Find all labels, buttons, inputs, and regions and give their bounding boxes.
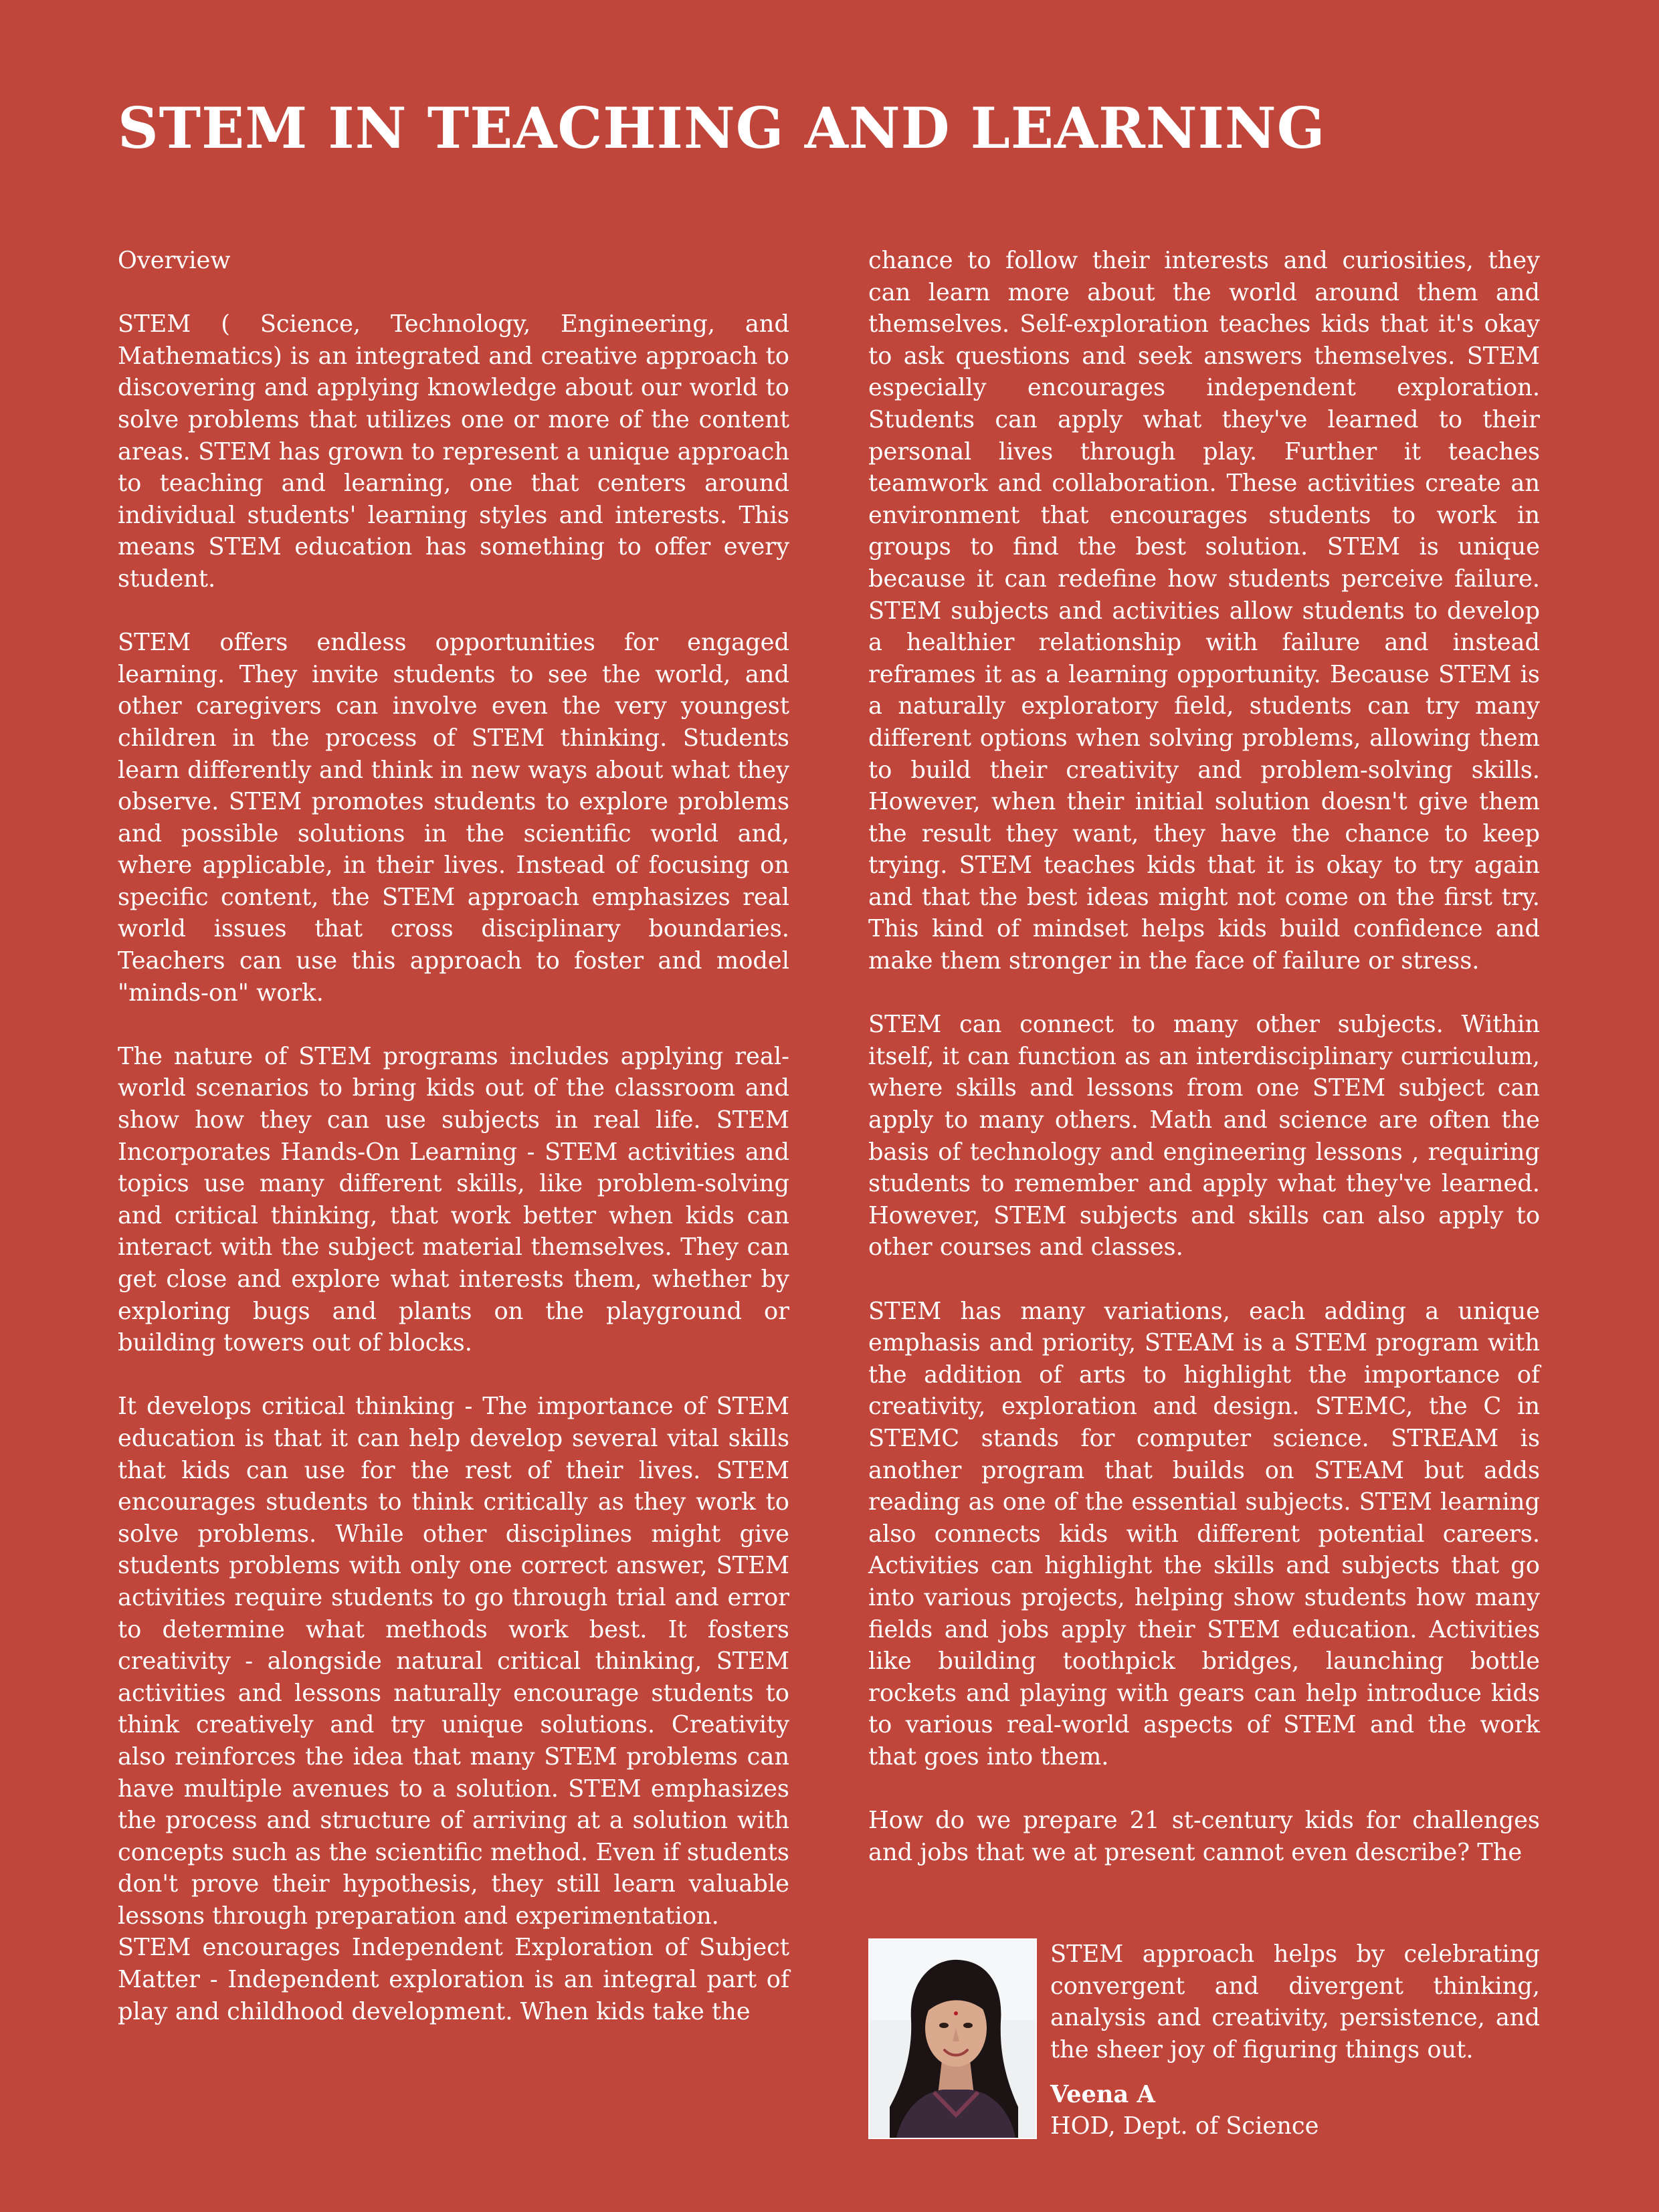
paragraph: STEM offers endless opportunities for engaged learning. They invite students to see the world, and other caregivers can involve even the very youngest children in the process of STEM thinking. Students learn differently and think in new ways about what they observe. STEM promotes students to explore problems and possible solutions in the scientific world and, where applicable, in their lives. Instead of focusing on specific content, the STEM approach emphasizes real world issues that cross disciplinary boundaries. Teachers can use this approach to foster and model "minds-on" work. [118,629,789,1007]
page-title: STEM IN TEACHING AND LEARNING [118,95,1326,161]
paragraph: It develops critical thinking - The importance of STEM education is that it can help develop several vital skills that kids can use for the rest of their lives. STEM encourages students to think critically as they work to solve problems. While other disciplines might give students problems with only one correct answer, STEM activities require students to go through trial and error to determine what methods work best. It fosters creativity - alongside natural critical thinking, STEM activities and lessons naturally encourage students to think creatively and try unique solutions. Creativity also reinforces the idea that many STEM problems can have multiple avenues to a solution. STEM emphasizes the process and structure of arriving at a solution with concepts such as the scientific method. Even if students don't prove their hypothesis, they still learn valuable lessons through preparation and experimentation. [118,1393,789,1930]
paragraph: chance to follow their interests and curiosities, they can learn more about the world around them and themselves. Self-exploration teaches kids that it's okay to ask questions and seek answers themselves. STEM especially encourages independent exploration. Students can apply what they've learned to their personal lives through play. Further it teaches teamwork and collaboration. These activities create an environment that encourages students to work in groups to find the best solution. STEM is unique because it can redefine how students perceive failure. STEM subjects and activities allow students to develop a healthier relationship with failure and instead reframes it as a learning opportunity. Because STEM is a naturally exploratory field, students can try many different options when solving problems, allowing them to build their creativity and problem-solving skills. However, when their initial solution doesn't give them the result they want, they have the chance to keep trying. STEM teaches kids that it is okay to try again and that the best ideas might not come on the first try. This kind of mindset helps kids build confidence and make them stronger in the face of failure or stress. [868,247,1540,975]
overview-heading: Overview [118,247,231,274]
left-column [118,245,789,2027]
author-name: Veena A [1050,2081,1155,2108]
right-column [868,245,1540,1868]
author-portrait-icon [870,1940,1036,2138]
closing-text: STEM approach helps by celebrating convergent and divergent thinking, analysis and creativity, persistence, and the sheer joy of figuring things out. [1050,1940,1540,2064]
paragraph: STEM ( Science, Technology, Engineering, and Mathematics) is an integrated and creative approach to discovering and applying knowledge about our world to solve problems that utilizes one or more of the content areas. STEM has grown to represent a unique approach to teaching and learning, one that centers around individual students' learning styles and interests. This means STEM education has something to offer every student. [118,310,789,593]
author-photo [868,1938,1037,2139]
paragraph: How do we prepare 21 st-century kids for challenges and jobs that we at present cannot even describe? The [868,1807,1540,1866]
paragraph: STEM has many variations, each adding a unique emphasis and priority, STEAM is a STEM program with the addition of arts to highlight the importance of creativity, exploration and design. STEMC, the C in STEMC stands for computer science. STREAM is another program that builds on STEAM but adds reading as one of the essential subjects. STEM learning also connects kids with different potential careers. Activities can highlight the skills and subjects that go into various projects, helping show students how many fields and jobs apply their STEM education. Activities like building toothpick bridges, launching bottle rockets and playing with gears can help introduce kids to various real-world aspects of STEM and the work that goes into them. [868,1297,1540,1771]
paragraph: STEM encourages Independent Exploration of Subject Matter - Independent exploration is an integral part of play and childhood development. When kids take the [118,1934,789,2025]
author-role: HOD, Dept. of Science [1050,2112,1319,2140]
paragraph: STEM can connect to many other subjects. Within itself, it can function as an interdisciplinary curriculum, where skills and lessons from one STEM subject can apply to many others. Math and science are often the basis of technology and engineering lessons , requiring students to remember and apply what they've learned. However, STEM subjects and skills can also apply to other courses and classes. [868,1011,1540,1262]
paragraph: The nature of STEM programs includes applying real-world scenarios to bring kids out of the classroom and show how they can use subjects in real life. STEM Incorporates Hands-On Learning - STEM activities and topics use many different skills, like problem-solving and critical thinking, that work better when kids can interact with the subject material themselves. They can get close and explore what interests them, whether by exploring bugs and plants on the playground or building towers out of blocks. [118,1042,789,1357]
